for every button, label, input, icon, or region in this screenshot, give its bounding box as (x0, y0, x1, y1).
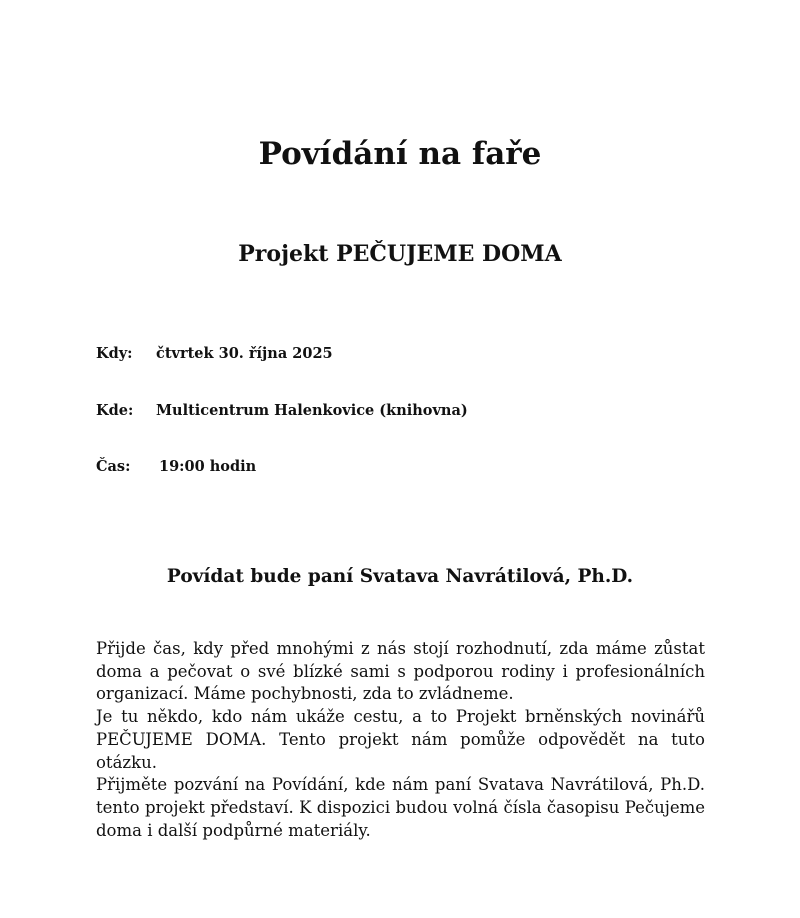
event-time-value: 19:00 hodin (159, 458, 257, 475)
event-date-label: Kdy: (96, 345, 133, 362)
event-place-value: Multicentrum Halenkovice (knihovna) (156, 402, 468, 419)
body-text (96, 638, 705, 842)
event-date-row (96, 344, 333, 364)
event-place-row (96, 401, 468, 421)
event-date-value: čtvrtek 30. října 2025 (156, 345, 333, 362)
page-subtitle: Projekt PEČUJEME DOMA (238, 241, 562, 267)
paragraph-invitation: Přijměte pozvání na Povídání, kde nám paní Svatava Navrátilová, Ph.D. tento projekt představí. K dispozici budou volná čísla časopisu Pečujeme doma i další podpůrné materiály. (96, 775, 705, 840)
event-time-row (96, 457, 257, 477)
speaker-heading: Povídat bude paní Svatava Navrátilová, Ph.D. (166, 566, 634, 587)
page-title: Povídání na faře (258, 136, 542, 172)
paragraph-project: Je tu někdo, kdo nám ukáže cestu, a to Projekt brněnských novinářů PEČUJEME DOMA. Tento projekt nám pomůže odpovědět na tuto otázku. (96, 707, 705, 772)
event-place-label: Kde: (96, 402, 134, 419)
event-time-label: Čas: (96, 458, 131, 475)
paragraph-intro: Přijde čas, kdy před mnohými z nás stojí rozhodnutí, zda máme zůstat doma a pečovat o své blízké sami s podporou rodiny i profesionálních organizací. Máme pochybnosti, zda to zvládneme. (96, 639, 705, 704)
